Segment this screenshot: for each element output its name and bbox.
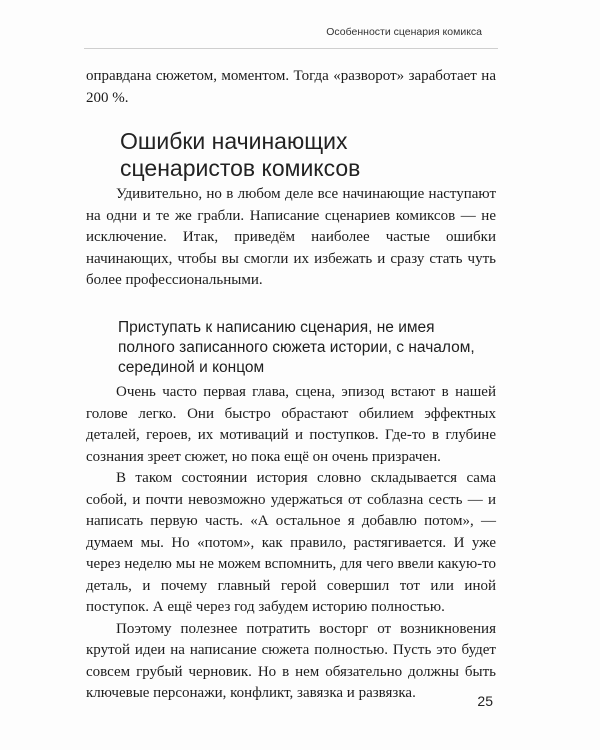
subsection-paragraph-1: Очень часто первая глава, сцена, эпизод встают в нашей голове легко. Они быстро обрастают обилием эффектных деталей, героев, их мотиваций и поступков. Где-то в глубине сознания зреет сюжет, но пока ещё он очень призрачен.	[86, 384, 496, 465]
intro-text	[86, 66, 496, 109]
page-number: 25	[477, 693, 493, 709]
section-text	[86, 184, 496, 292]
subsection-text	[86, 382, 496, 705]
subsection-paragraph-2: В таком состоянии история словно складывается сама собой, и почти невозможно удержаться от соблазна сесть — и написать первую часть. «А остальное я добавлю потом», — думаем мы. Но «потом», как правило, растягивается. И уже через неделю мы не можем вспомнить, для чего ввели какую-то деталь, и почему главный герой совершил тот или иной поступок. А ещё через год забудем историю полностью.	[86, 470, 496, 615]
header-divider	[84, 48, 498, 49]
section-paragraph: Удивительно, но в любом деле все начинающие наступают на одни и те же грабли. Написание сценариев комиксов — не исключение. Итак, приведём наиболее частые ошибки начинающих, чтобы вы смогли их избежать и сразу стать чуть более профессиональными.	[86, 186, 496, 288]
section-heading: Ошибки начинающих сценаристов комиксов	[120, 128, 361, 181]
intro-paragraph: оправдана сюжетом, моментом. Тогда «разворот» заработает на 200 %.	[86, 68, 496, 106]
subsection-paragraph-3: Поэтому полезнее потратить восторг от возникновения крутой идеи на написание сюжета полностью. Пусть это будет совсем грубый черновик. Но в нем обязательно должны быть ключевые персонажи, конфликт, завязка и развязка.	[86, 620, 496, 701]
running-header: Особенности сценария комикса	[326, 26, 482, 38]
subsection-heading: Приступать к написанию сценария, не имея полного записанного сюжета истории, с началом, серединой и концом	[118, 319, 475, 376]
